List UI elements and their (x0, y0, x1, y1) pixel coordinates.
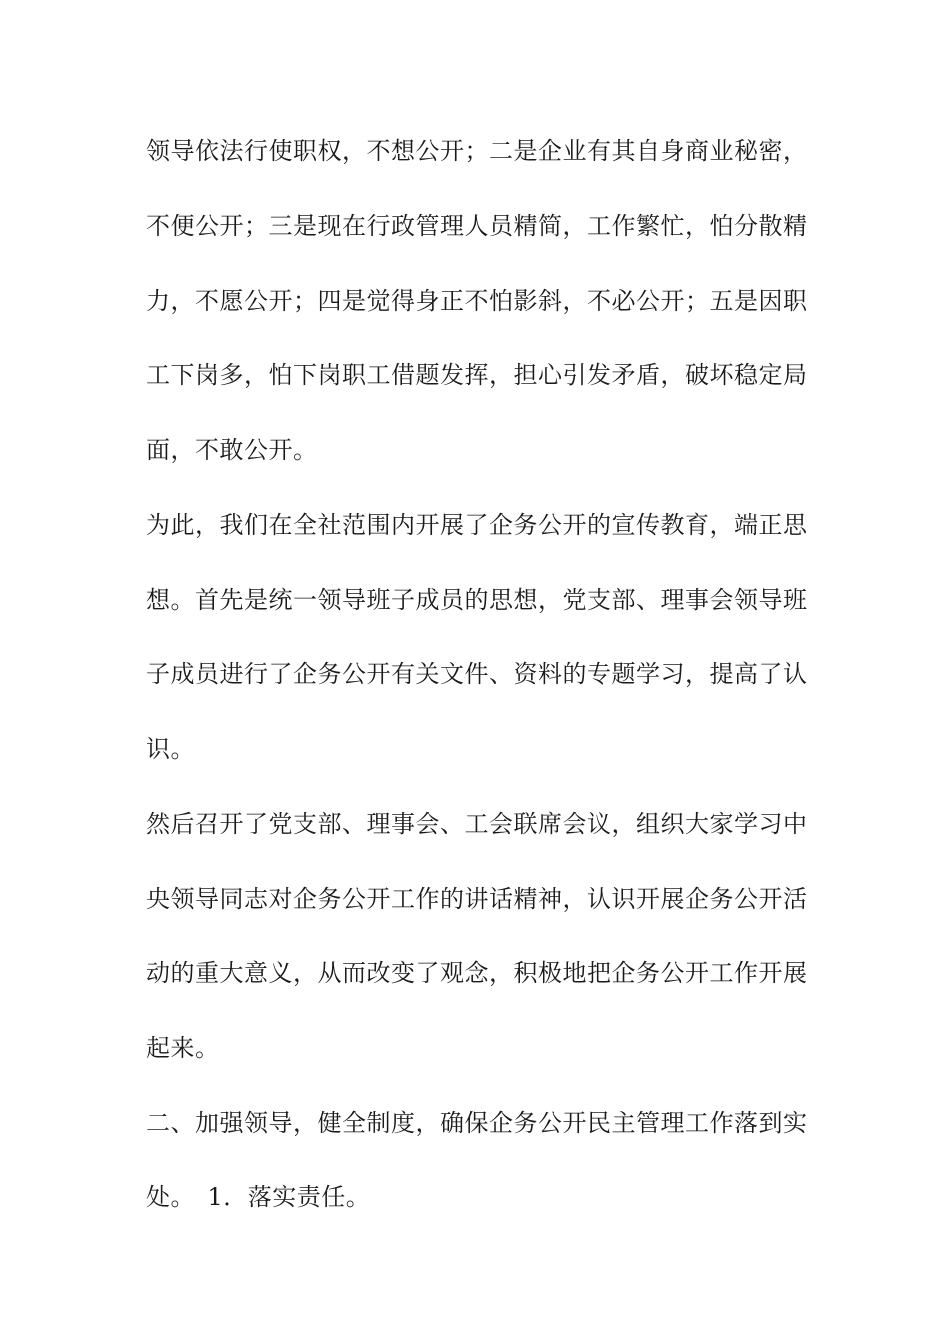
text-line: 央领导同志对企务公开工作的讲话精神，认识开展企务公开活 (146, 885, 808, 913)
text-line: 力，不愿公开；四是觉得身正不怕影斜，不必公开；五是因职 (146, 287, 808, 315)
text-line: 子成员进行了企务公开有关文件、资料的专题学习，提高了认 (146, 660, 808, 688)
text-line: 不便公开；三是现在行政管理人员精简，工作繁忙，怕分散精 (146, 212, 808, 240)
text-line: 想。首先是统一领导班子成员的思想，党支部、理事会领导班 (146, 586, 808, 614)
text-line: 为此，我们在全社范围内开展了企务公开的宣传教育，端正思 (146, 511, 808, 539)
text-line: 动的重大意义，从而改变了观念，积极地把企务公开工作开展 (146, 959, 808, 987)
text-line: 然后召开了党支部、理事会、工会联席会议，组织大家学习中 (146, 810, 808, 838)
text-line: 起来。 (146, 1034, 220, 1062)
text-line: 工下岗多，怕下岗职工借题发挥，担心引发矛盾，破坏稳定局 (146, 361, 808, 389)
text-line: 处。 1．落实责任。 (146, 1183, 371, 1211)
text-line: 面，不敢公开。 (146, 436, 318, 464)
text-line: 领导依法行使职权，不想公开；二是企业有其自身商业秘密， (146, 137, 808, 165)
text-line: 识。 (146, 735, 195, 763)
text-line: 二、加强领导，健全制度，确保企务公开民主管理工作落到实 (146, 1109, 808, 1137)
